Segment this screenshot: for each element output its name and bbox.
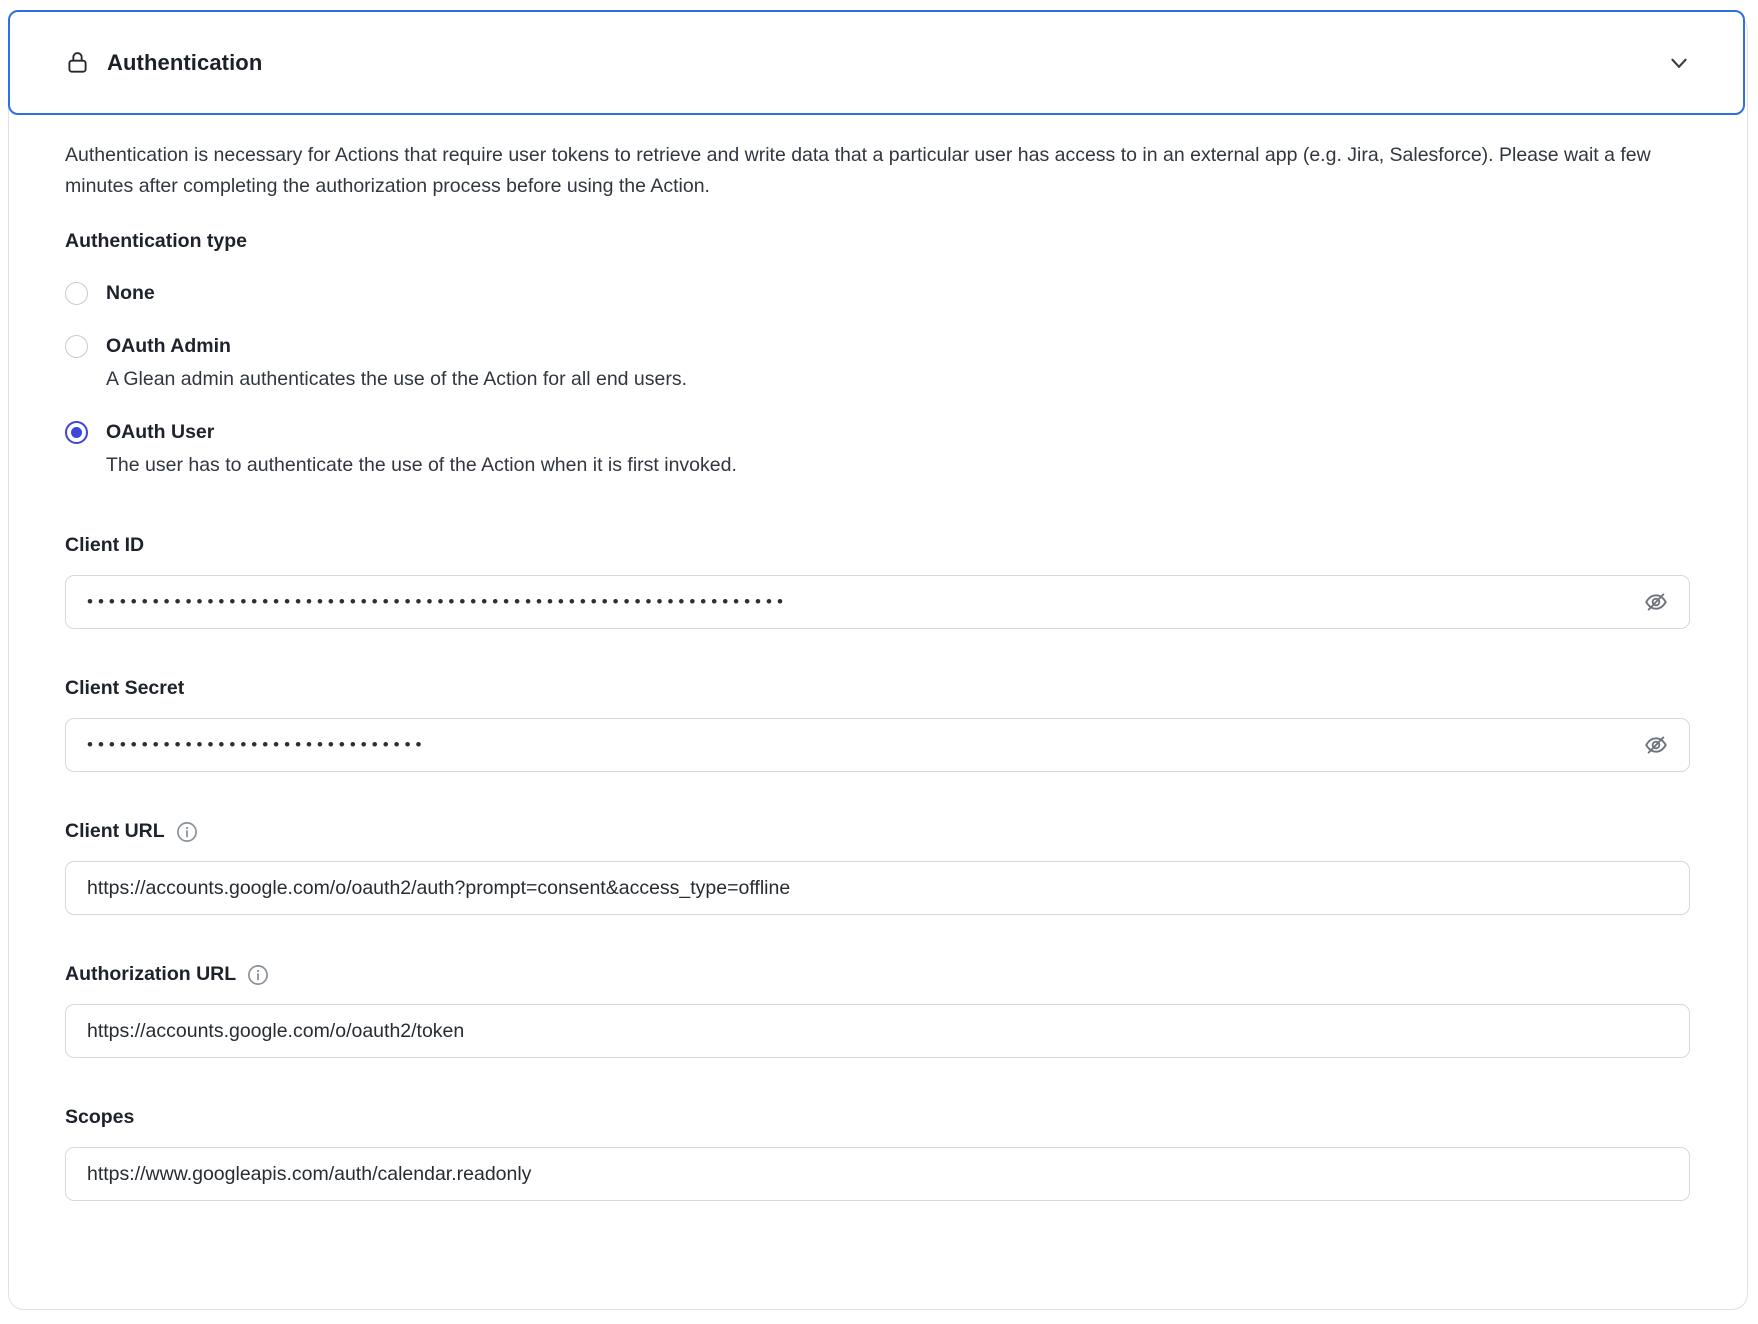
client-id-reveal-button[interactable] <box>1643 589 1669 615</box>
lock-icon <box>64 49 91 76</box>
info-icon[interactable] <box>247 964 269 986</box>
radio-none[interactable] <box>65 282 88 305</box>
radio-oauth-user[interactable] <box>65 421 88 444</box>
section-title: Authentication <box>107 49 263 75</box>
radio-oauth-user-description: The user has to authenticate the use of the Action when it is first invoked. <box>106 454 737 476</box>
client-url-label: Client URL <box>65 820 165 842</box>
client-secret-reveal-button[interactable] <box>1643 732 1669 758</box>
radio-option-none[interactable] <box>65 282 1690 305</box>
radio-none-label: None <box>106 282 155 304</box>
radio-oauth-user-label: OAuth User <box>106 421 215 443</box>
authorization-url-input-wrap <box>65 1004 1690 1058</box>
radio-oauth-admin-label: OAuth Admin <box>106 335 231 357</box>
client-id-input[interactable] <box>87 592 1643 612</box>
client-url-group <box>65 820 1690 915</box>
scopes-input-wrap <box>65 1147 1690 1201</box>
radio-option-oauth-user[interactable] <box>65 421 1690 444</box>
client-secret-input[interactable] <box>87 735 1643 755</box>
radio-oauth-admin-description: A Glean admin authenticates the use of the Action for all end users. <box>106 368 688 390</box>
authorization-url-label: Authorization URL <box>65 963 237 985</box>
radio-oauth-admin[interactable] <box>65 335 88 358</box>
eye-off-icon <box>1643 589 1669 615</box>
scopes-label: Scopes <box>65 1106 135 1128</box>
client-id-label: Client ID <box>65 534 145 556</box>
eye-off-icon <box>1643 732 1669 758</box>
client-id-input-wrap <box>65 575 1690 629</box>
client-secret-label: Client Secret <box>65 677 185 699</box>
client-url-input[interactable] <box>87 877 1669 900</box>
auth-type-label: Authentication type <box>65 230 248 252</box>
scopes-group <box>65 1106 1690 1201</box>
chevron-down-icon[interactable] <box>1667 51 1691 75</box>
client-id-group <box>65 534 1690 629</box>
radio-option-oauth-admin[interactable] <box>65 335 1690 358</box>
authentication-section-header[interactable] <box>8 10 1745 115</box>
scopes-input[interactable] <box>87 1163 1669 1186</box>
client-secret-group <box>65 677 1690 772</box>
client-secret-input-wrap <box>65 718 1690 772</box>
authorization-url-group <box>65 963 1690 1058</box>
section-description: Authentication is necessary for Actions that require user tokens to retrieve and write data that a particular user has access to in an external app (e.g. Jira, Salesforce). Please wait a few minutes after completing the authorization process before using the Action. <box>65 144 1651 197</box>
info-icon[interactable] <box>176 821 198 843</box>
client-url-input-wrap <box>65 861 1690 915</box>
authorization-url-input[interactable] <box>87 1020 1669 1043</box>
